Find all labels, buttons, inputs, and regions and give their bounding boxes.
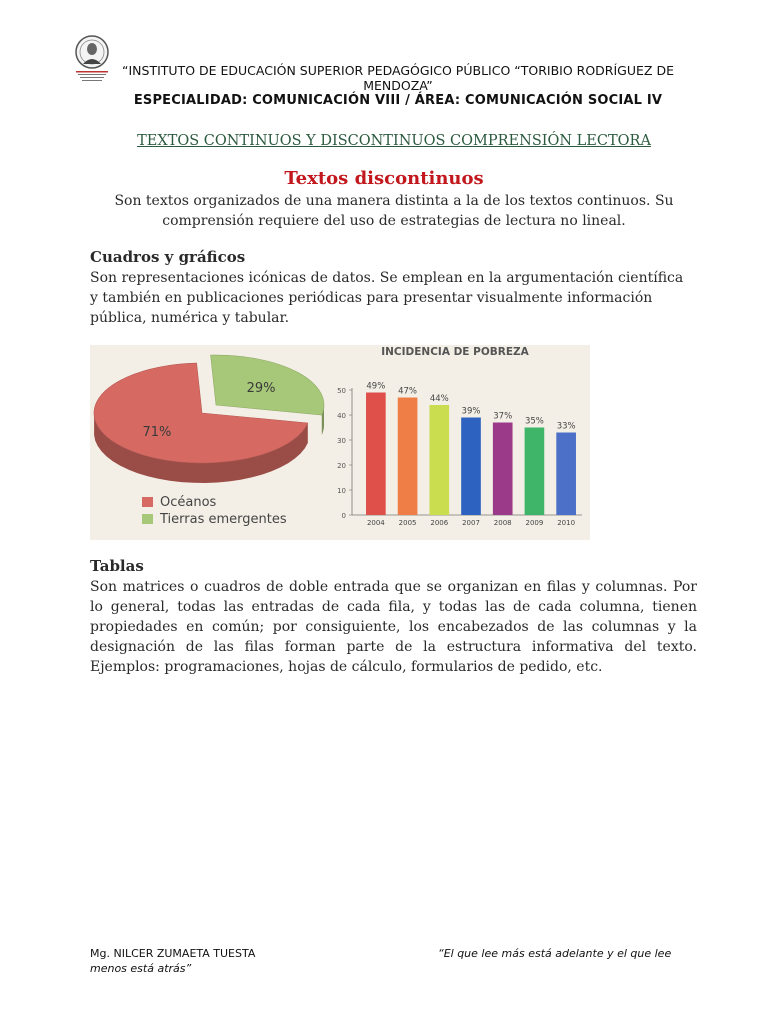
legend-swatch bbox=[142, 497, 153, 507]
document-title: TEXTOS CONTINUOS Y DISCONTINUOS COMPRENSIÓN LECTORA bbox=[137, 133, 651, 149]
y-tick-label: 30 bbox=[337, 437, 346, 445]
y-tick-label: 10 bbox=[337, 487, 346, 495]
subsection-text-tables: Son matrices o cuadros de doble entrada que se organizan en filas y columnas. Por lo general, todas las entradas de cada fila, y todas las de cada columna, tienen propiedades en común; por consiguiente, los encabezados de las columnas y la designación de las filas forman parte de la estructura informativa del texto. Ejemplos: programaciones, hojas de cálculo, formularios de pedido, etc. bbox=[90, 579, 697, 675]
x-tick-label: 2009 bbox=[525, 519, 544, 527]
bar-2008 bbox=[493, 423, 513, 516]
legend-swatch bbox=[142, 514, 153, 524]
bar-value-label: 47% bbox=[398, 386, 418, 397]
x-tick-label: 2010 bbox=[557, 519, 576, 527]
x-tick-label: 2008 bbox=[493, 519, 512, 527]
footer-quote-line1: “El que lee más está adelante y el que lee bbox=[438, 947, 672, 960]
y-tick-label: 50 bbox=[337, 387, 346, 395]
y-tick-label: 0 bbox=[341, 512, 346, 520]
intro-paragraph: Son textos organizados de una manera distinta a la de los textos continuos. Su comprensión requiere del uso de estrategias de lectura no lineal. bbox=[114, 193, 674, 229]
pie-label: 29% bbox=[246, 381, 276, 397]
x-tick-label: 2004 bbox=[366, 519, 385, 527]
institution-name: “INSTITUTO DE EDUCACIÓN SUPERIOR PEDAGÓGICO PÚBLICO “TORIBIO RODRÍGUEZ DE MENDOZA” bbox=[122, 63, 674, 93]
footer-quote-line2: menos está atrás” bbox=[90, 962, 192, 975]
pie-label: 71% bbox=[142, 424, 172, 440]
x-tick-label: 2006 bbox=[430, 519, 449, 527]
institution-logo bbox=[72, 34, 112, 84]
bar-2010 bbox=[556, 433, 576, 516]
bar-chart-title: INCIDENCIA DE POBREZA bbox=[381, 346, 529, 358]
bar-value-label: 39% bbox=[461, 406, 481, 417]
legend-label: Océanos bbox=[160, 495, 217, 510]
x-tick-label: 2005 bbox=[398, 519, 417, 527]
bar-2006 bbox=[429, 405, 449, 515]
bar-value-label: 37% bbox=[493, 411, 513, 422]
charts-figure bbox=[90, 345, 590, 540]
bar-value-label: 49% bbox=[366, 381, 386, 392]
bar-2007 bbox=[461, 418, 481, 516]
bar-2005 bbox=[398, 398, 418, 516]
subsection-text-charts: Son representaciones icónicas de datos. Se emplean en la argumentación científica y también en publicaciones periódicas para presentar visualmente información pública, numérica y tabular. bbox=[90, 270, 684, 326]
bar-2004 bbox=[366, 393, 386, 516]
specialty-line: ESPECIALIDAD: COMUNICACIÓN VIII / ÁREA: COMUNICACIÓN SOCIAL IV bbox=[133, 93, 663, 108]
bar-2009 bbox=[525, 428, 545, 516]
footer-author: Mg. NILCER ZUMAETA TUESTA bbox=[90, 947, 256, 960]
bar-value-label: 33% bbox=[556, 421, 576, 432]
x-tick-label: 2007 bbox=[462, 519, 480, 527]
bar-value-label: 44% bbox=[429, 394, 449, 404]
subsection-title-charts: Cuadros y gráficos bbox=[90, 248, 246, 266]
y-tick-label: 40 bbox=[337, 412, 346, 420]
section-title: Textos discontinuos bbox=[284, 168, 484, 189]
bar-value-label: 35% bbox=[524, 416, 544, 427]
legend-label: Tierras emergentes bbox=[160, 512, 287, 527]
y-tick-label: 20 bbox=[337, 462, 346, 470]
subsection-title-tables: Tablas bbox=[90, 557, 144, 575]
